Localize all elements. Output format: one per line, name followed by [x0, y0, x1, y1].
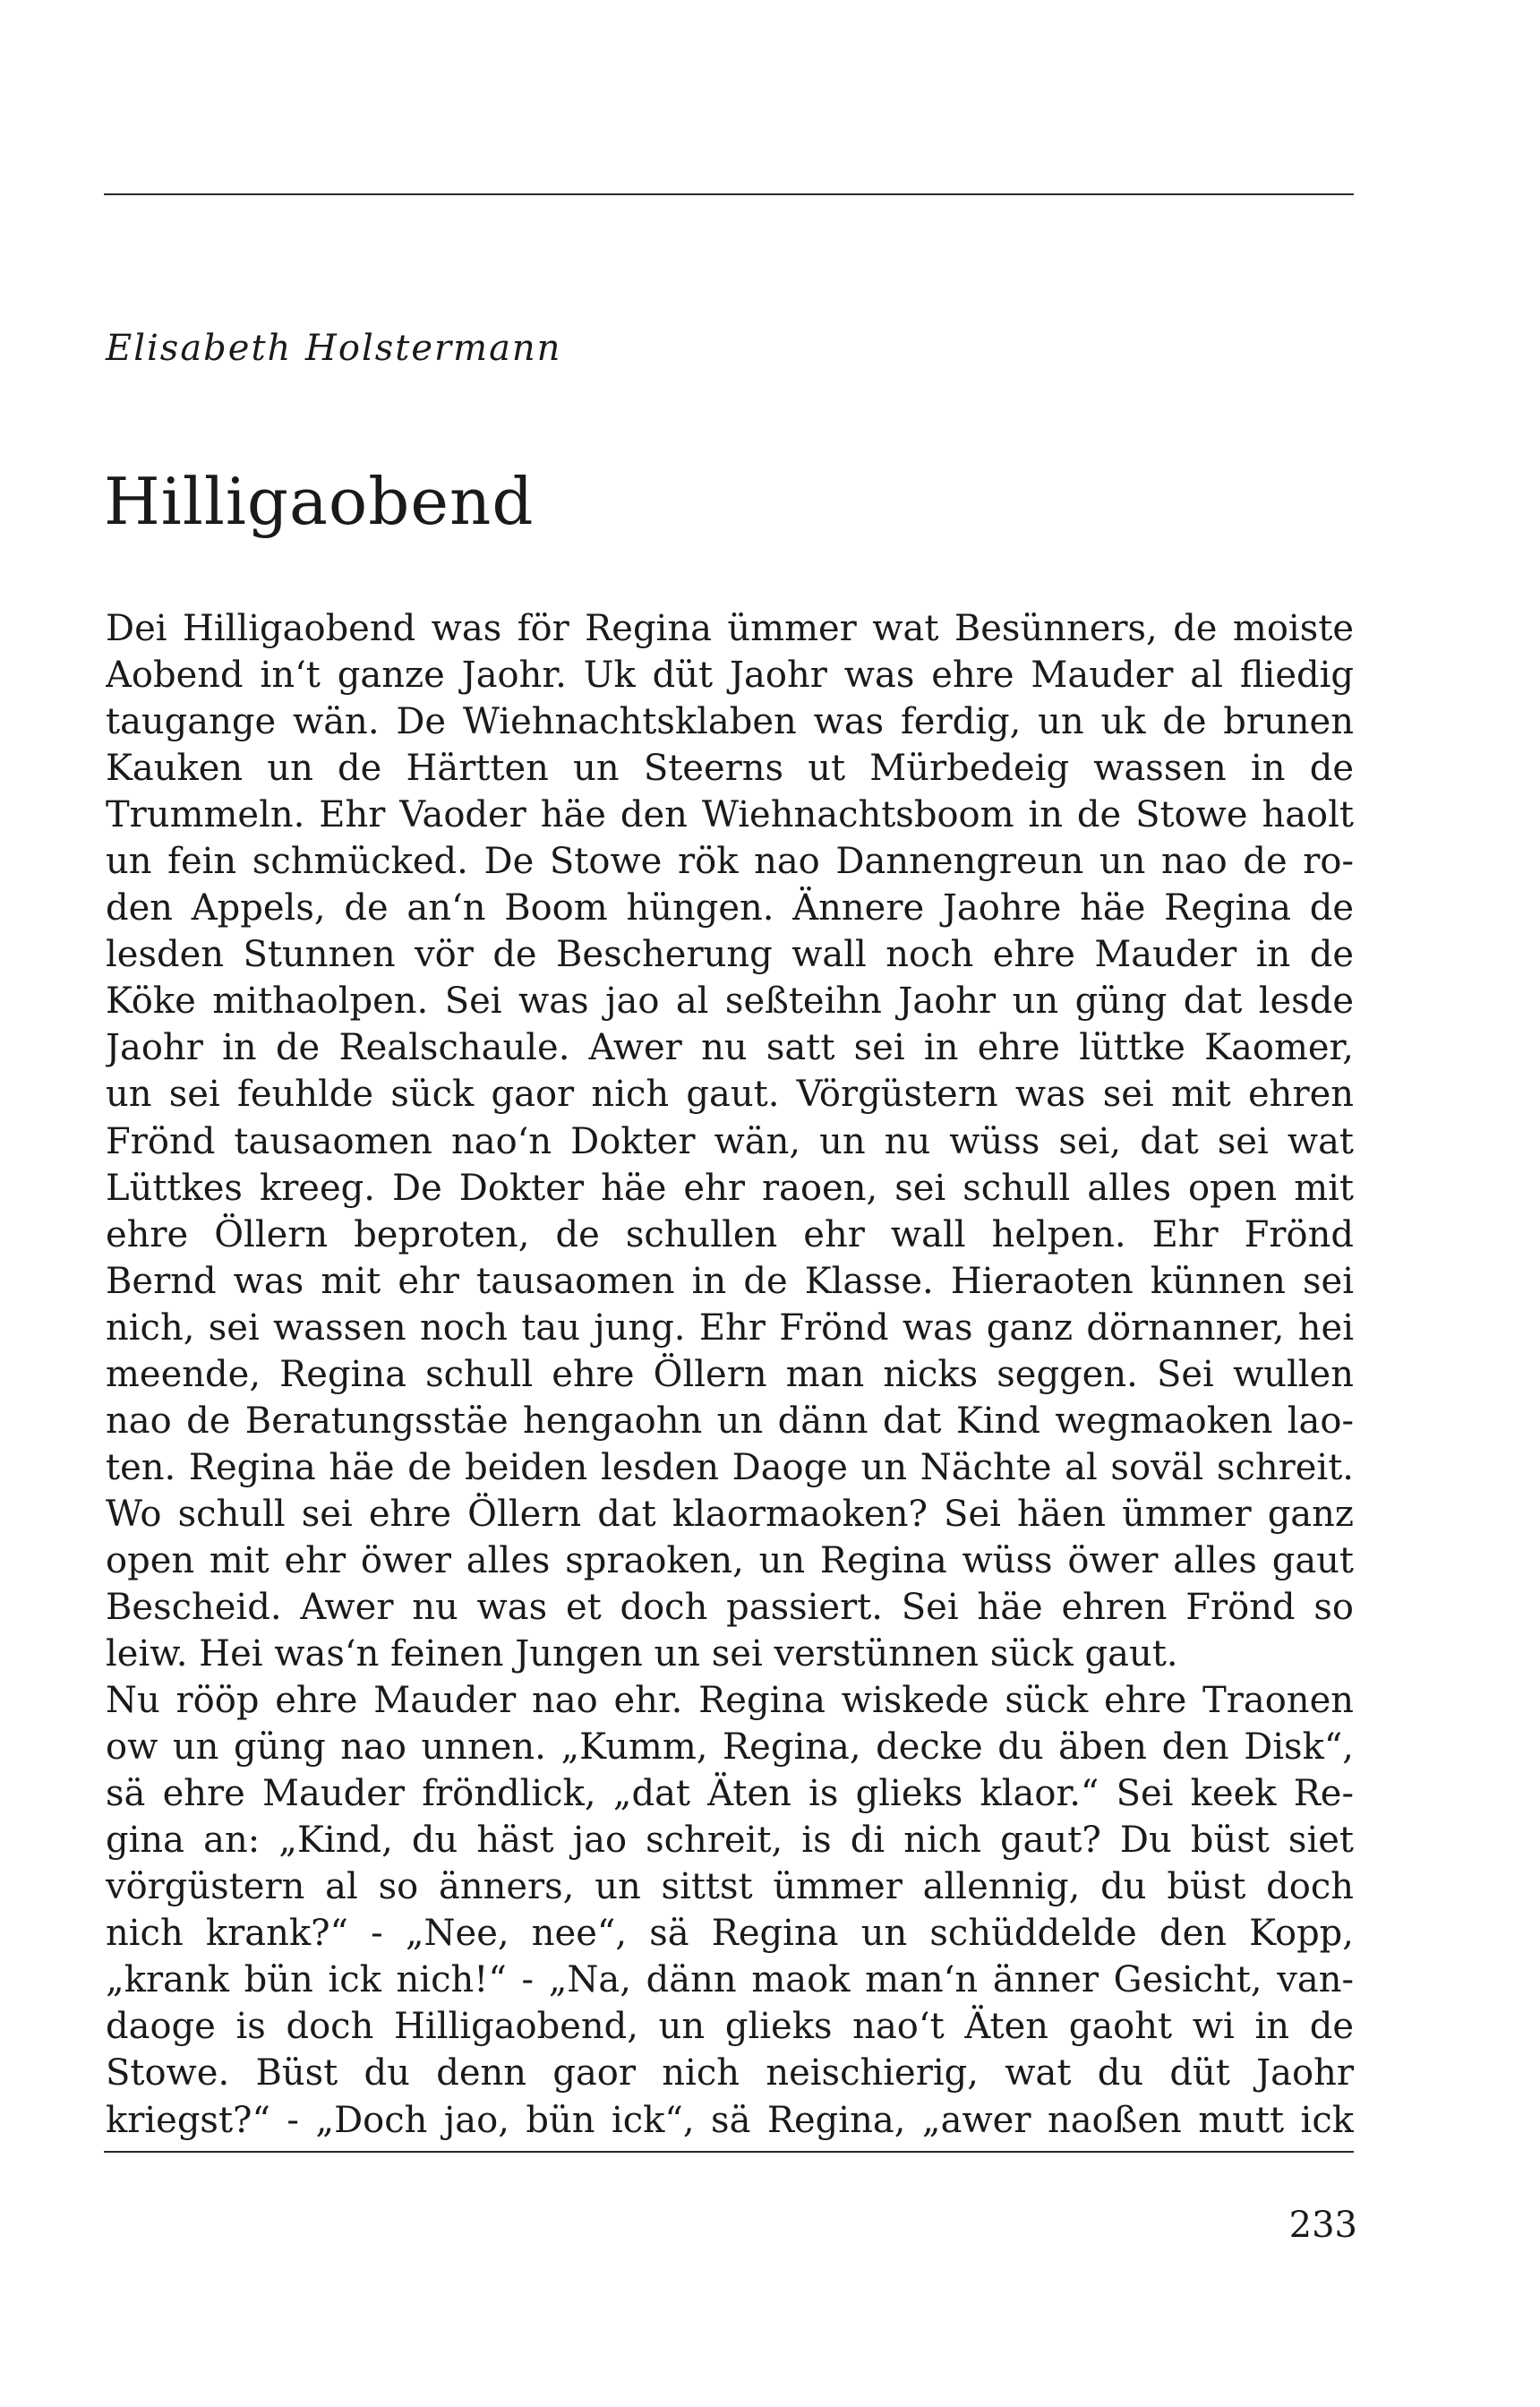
text-line: meende, Regina schull ehre Öllern man nicks seggen. Sei wullen: [106, 1353, 1354, 1395]
text-line: un fein schmücked. De Stowe rök nao Dannengreun un nao de ro-: [106, 841, 1354, 883]
text-line: lesden Stunnen vör de Bescherung wall noch ehre Mauder in de: [106, 934, 1354, 976]
story-body: [106, 605, 1354, 2144]
text-line: nao de Beratungsstäe hengaohn un dänn dat Kind wegmaoken lao-: [106, 1400, 1354, 1442]
text-line: open mit ehr öwer alles spraoken, un Regina wüss öwer alles gaut: [106, 1539, 1354, 1581]
text-line: Jaohr in de Realschaule. Awer nu satt sei in ehre lüttke Kaomer,: [106, 1027, 1354, 1069]
text-line: Stowe. Büst du denn gaor nich neischierig, wat du düt Jaohr: [106, 2052, 1354, 2094]
text-line: daoge is doch Hilligaobend, un glieks nao‘t Äten gaoht wi in de: [106, 2006, 1354, 2048]
text-line: kriegst?“ - „Doch jao, bün ick“, sä Regina, „awer naoßen mutt ick: [106, 2099, 1354, 2141]
text-line: ow un güng nao unnen. „Kumm, Regina, decke du äben den Disk“,: [106, 1726, 1354, 1769]
story-title: Hilligaobend: [104, 464, 535, 539]
text-line: Kauken un de Härtten un Steerns ut Mürbedeig wassen in de: [106, 748, 1354, 790]
text-line: vörgüstern al so änners, un sittst ümmer allennig, du büst doch: [106, 1866, 1354, 1908]
author-name: Elisabeth Holstermann: [106, 328, 562, 369]
text-line: Lüttkes kreeg. De Dokter häe ehr raoen, sei schull alles open mit: [106, 1167, 1354, 1209]
text-line: Trummeln. Ehr Vaoder häe den Wiehnachtsboom in de Stowe haolt: [106, 794, 1354, 836]
text-line: Dei Hilligaobend was för Regina ümmer wat Besünners, de moiste: [106, 608, 1354, 649]
bottom-rule: [104, 2151, 1354, 2153]
text-line: Nu rööp ehre Mauder nao ehr. Regina wiskede sück ehre Traonen: [106, 1680, 1354, 1722]
text-line: nich, sei wassen noch tau jung. Ehr Frönd was ganz dörnanner, hei: [106, 1306, 1354, 1349]
text-line: leiw. Hei was‘n feinen Jungen un sei verstünnen sück gaut.: [106, 1633, 1178, 1675]
text-line: Bernd was mit ehr tausaomen in de Klasse. Hieraoten künnen sei: [106, 1260, 1354, 1302]
top-rule: [104, 193, 1354, 195]
text-line: „krank bün ick nich!“ - „Na, dänn maok man‘n änner Gesicht, van-: [106, 1959, 1354, 2001]
text-line: Aobend in‘t ganze Jaohr. Uk düt Jaohr was ehre Mauder al fliedig: [106, 655, 1354, 697]
text-line: Bescheid. Awer nu was et doch passiert. Sei häe ehren Frönd so: [106, 1586, 1354, 1628]
text-line: Wo schull sei ehre Öllern dat klaormaoken? Sei häen ümmer ganz: [106, 1493, 1354, 1535]
text-line: un sei feuhlde sück gaor nich gaut. Vörgüstern was sei mit ehren: [106, 1074, 1354, 1116]
text-line: nich krank?“ - „Nee, nee“, sä Regina un schüddelde den Kopp,: [106, 1913, 1354, 1955]
text-line: gina an: „Kind, du häst jao schreit, is di nich gaut? Du büst siet: [106, 1820, 1354, 1862]
text-line: ehre Öllern beproten, de schullen ehr wall helpen. Ehr Frönd: [106, 1213, 1354, 1255]
text-line: sä ehre Mauder fröndlick, „dat Äten is glieks klaor.“ Sei keek Re-: [106, 1773, 1354, 1815]
text-line: ten. Regina häe de beiden lesden Daoge un Nächte al soväl schreit.: [106, 1446, 1354, 1488]
text-line: Frönd tausaomen nao‘n Dokter wän, un nu wüss sei, dat sei wat: [106, 1120, 1354, 1162]
page-number: 233: [1288, 2205, 1357, 2246]
text-line: den Appels, de an‘n Boom hüngen. Ännere Jaohre häe Regina de: [106, 887, 1354, 929]
text-line: taugange wän. De Wiehnachtsklaben was ferdig, un uk de brunen: [106, 701, 1354, 743]
text-line: Köke mithaolpen. Sei was jao al seßteihn Jaohr un güng dat lesde: [106, 981, 1354, 1023]
